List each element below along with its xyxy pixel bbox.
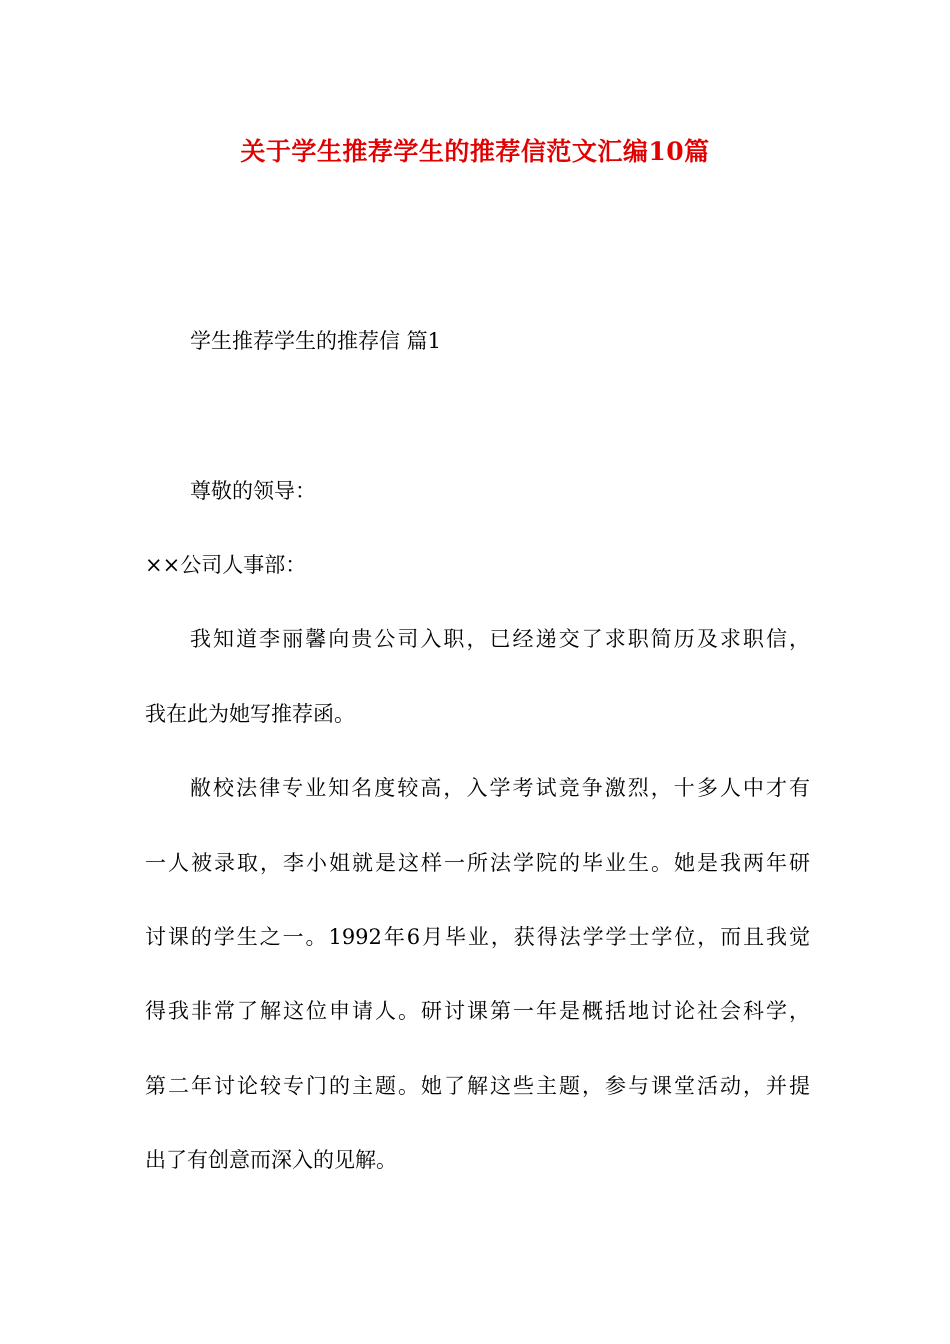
paragraph-2-line-1: 敝校法律专业知名度较高，入学考试竞争激烈，十多人中才有 bbox=[190, 776, 810, 800]
salutation: 尊敬的领导： bbox=[190, 479, 316, 503]
paragraph-1-line-1: 我知道李丽馨向贵公司入职，已经递交了求职简历及求职信， bbox=[190, 627, 810, 651]
paragraph-2-line-2: 一人被录取，李小姐就是这样一所法学院的毕业生。她是我两年研 bbox=[145, 851, 810, 875]
paragraph-2-line-6: 出了有创意而深入的见解。 bbox=[145, 1148, 397, 1172]
document-title: 关于学生推荐学生的推荐信范文汇编10篇 bbox=[240, 137, 710, 166]
paragraph-1-line-2: 我在此为她写推荐函。 bbox=[145, 702, 355, 726]
paragraph-2-line-5: 第二年讨论较专门的主题。她了解这些主题，参与课堂活动，并提 bbox=[145, 1074, 810, 1098]
section-heading: 学生推荐学生的推荐信 篇1 bbox=[190, 329, 442, 353]
paragraph-2-line-3: 讨课的学生之一。1992年6月毕业，获得法学学士学位，而且我觉 bbox=[145, 925, 810, 949]
recipient-line: ××公司人事部： bbox=[145, 553, 307, 577]
paragraph-2-line-4: 得我非常了解这位申请人。研讨课第一年是概括地讨论社会科学， bbox=[145, 999, 810, 1023]
